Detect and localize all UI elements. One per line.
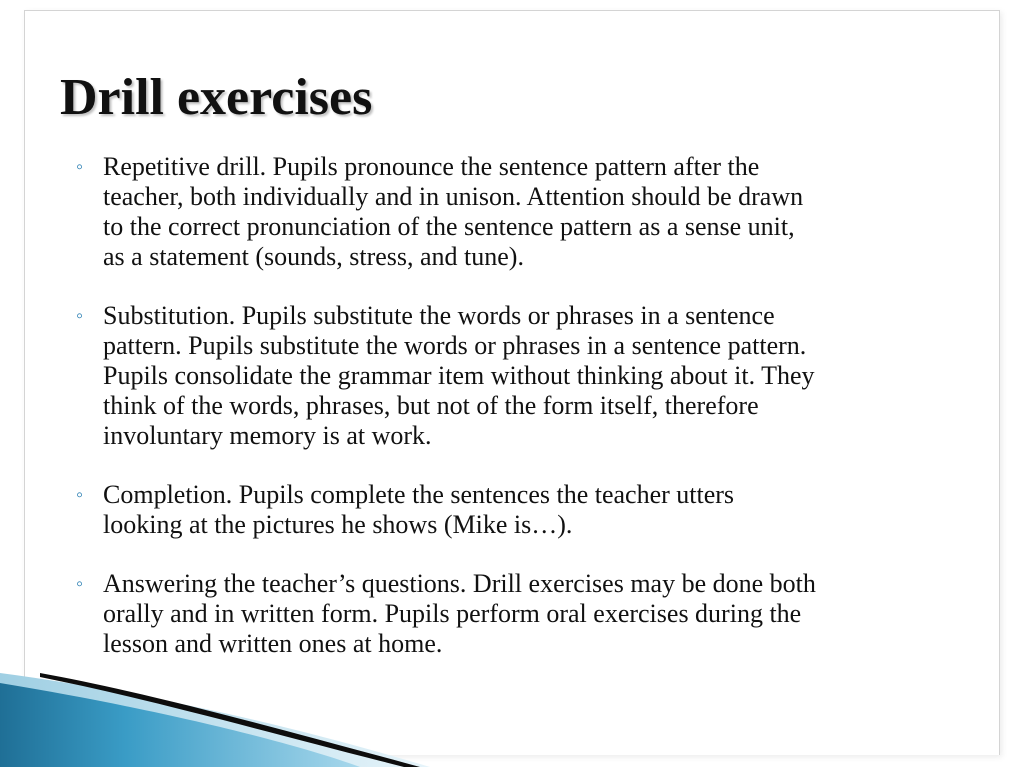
hollow-circle-bullet-icon: ◦ [76,305,84,327]
bullet-text: Answering the teacher’s questions. Drill exercises may be done both orally and in written form. Pupils perform oral exercises during the lesson and written ones at home. [103,569,816,658]
bullet-text: Substitution. Pupils substitute the words or phrases in a sentence pattern. Pupils substitute the words or phrases in a sentence pattern. Pupils consolidate the grammar item without thinking about it. They think of the words, phrases, but not of the form itself, therefore involuntary memory is at work. [103,301,815,450]
bullet-item-repetitive-drill [76,152,976,272]
hollow-circle-bullet-icon: ◦ [76,156,84,178]
swoosh-blue-band [0,683,360,767]
bullet-item-substitution [76,301,976,451]
bullet-item-completion [76,480,976,540]
bullet-text: Completion. Pupils complete the sentences the teacher utters looking at the pictures he shows (Mike is…). [103,480,735,539]
bullet-text: Repetitive drill. Pupils pronounce the sentence pattern after the teacher, both individually and in unison. Attention should be drawn to the correct pronunciation of the sentence pattern as a sense unit, as a statement (sounds, stress, and tune). [103,152,804,271]
hollow-circle-bullet-icon: ◦ [76,484,84,506]
decorative-swoosh [0,637,1024,767]
bullet-list [76,152,976,688]
slide-title: Drill exercises [60,69,373,126]
hollow-circle-bullet-icon: ◦ [76,573,84,595]
